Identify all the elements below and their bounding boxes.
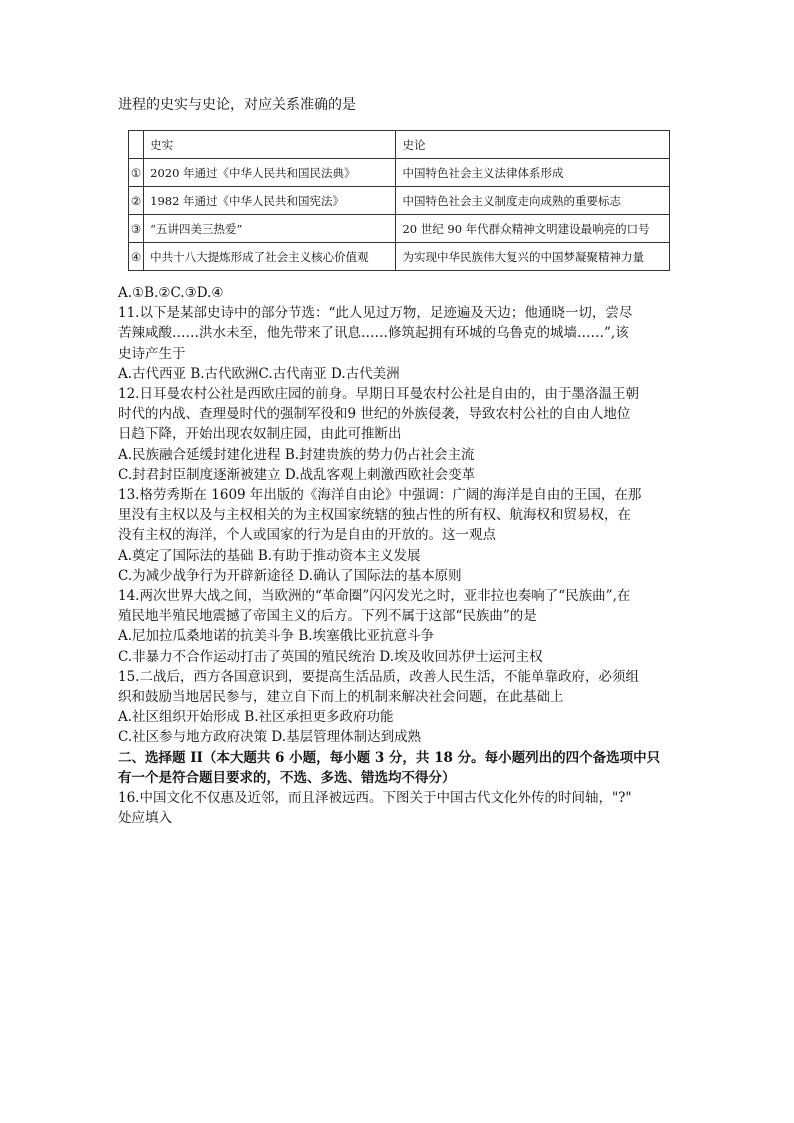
text-line: 苦辣咸酸……洪水未至，他先带来了讯息……修筑起拥有环城的乌鲁克的城墙……”,该 [118,325,629,342]
header-cell: 史实 [144,131,396,159]
section-heading: 有一个是符合题目要求的，不选、多选、错选均不得分） [118,769,456,786]
header-cell [129,131,144,159]
text-line: A.民族融合延缓封建化进程 B.封建贵族的势力仍占社会主流 [118,446,475,463]
table-cell: ③ [129,215,144,243]
text-line: 15.二战后，西方各国意识到，要提高生活品质，改善人民生活，不能单靠政府，必须组 [118,668,639,685]
table-row [129,215,670,243]
table-cell: 1982 年通过《中华人民共和国宪法》 [144,187,396,215]
text-line: A.古代西亚 B.古代欧洲C.古代南亚 D.古代美洲 [118,365,400,382]
question-body [118,283,680,828]
text-line: 11.以下是某部史诗中的部分节选：“此人见过万物，足迹遍及天边；他通晓一切，尝尽 [118,305,633,322]
section-heading: 二、选择题 II（本大题共 6 小题，每小题 3 分，共 18 分。每小题列出的四个备选项中只 [118,749,661,766]
table-cell: ① [129,159,144,187]
table-header-row [129,131,670,159]
text-line: 12.日耳曼农村公社是西欧庄园的前身。早期日耳曼农村公社是自由的，由于墨洛温王朝 [118,386,639,403]
text-line: A.社区组织开始形成 B.社区承担更多政府功能 [118,709,394,726]
text-line: 史诗产生于 [118,345,186,362]
table-cell: “五讲四美三热爱” [144,215,396,243]
text-line: A.尼加拉瓜桑地诺的抗美斗争 B.埃塞俄比亚抗意斗争 [118,628,435,645]
table-cell: 中国特色社会主义制度走向成熟的重要标志 [396,187,670,215]
text-line: C.非暴力不合作运动打击了英国的殖民统治 D.埃及收回苏伊士运河主权 [118,648,543,665]
text-line: 日趋下降，开始出现农奴制庄园，由此可推断出 [118,426,402,443]
table-row [129,159,670,187]
text-line: 处应填入 [118,810,172,827]
text-line: C.社区参与地方政府决策 D.基层管理体制达到成熟 [118,729,422,746]
table-cell: 中共十八大提炼形成了社会主义核心价值观 [144,243,396,271]
table-cell: ② [129,187,144,215]
table-cell: 为实现中华民族伟大复兴的中国梦凝聚精神力量 [396,243,670,271]
text-line: A.①B.②C.③D.④ [118,285,224,301]
header-cell: 史论 [396,131,670,159]
history-table [128,130,670,271]
table-cell: ④ [129,243,144,271]
table-cell: 20 世纪 90 年代群众精神文明建设最响亮的口号 [396,215,670,243]
text-line: 殖民地半殖民地震撼了帝国主义的后方。下列不属于这部“民族曲”的是 [118,608,537,625]
text-line: C.为减少战争行为开辟新途径 D.确认了国际法的基本原则 [118,567,462,584]
text-line: 织和鼓励当地居民参与，建立自下而上的机制来解决社会问题，在此基础上 [118,689,564,706]
text-line: 16.中国文化不仅惠及近邻，而且泽被远西。下图关于中国古代文化外传的时间轴，"?" [118,790,632,807]
text-line: 14.两次世界大战之间，当欧洲的“革命圈”闪闪发光之时，亚非拉也奏响了“民族曲”,在 [118,588,631,605]
text-line: 13.格劳秀斯在 1609 年出版的《海洋自由论》中强调：广阔的海洋是自由的王国，在那 [118,487,642,504]
text-line: 里没有主权以及与主权相关的为主权国家统辖的独占性的所有权、航海权和贸易权，在 [118,507,631,524]
question-stem: 进程的史实与史论，对应关系准确的是 [118,97,356,113]
text-line: A.奠定了国际法的基础 B.有助于推动资本主义发展 [118,547,421,564]
table-cell: 中国特色社会主义法律体系形成 [396,159,670,187]
text-line: 没有主权的海洋，个人或国家的行为是自由的开放的。这一观点 [118,527,496,544]
text-line: 时代的内战、查理曼时代的强制军役和9 世纪的外族侵袭，导致农村公社的自由人地位 [118,406,631,423]
table-row [129,243,670,271]
table-row [129,187,670,215]
table-cell: 2020 年通过《中华人民共和国民法典》 [144,159,396,187]
text-line: C.封君封臣制度逐渐被建立 D.战乱客观上刺激西欧社会变革 [118,466,476,483]
